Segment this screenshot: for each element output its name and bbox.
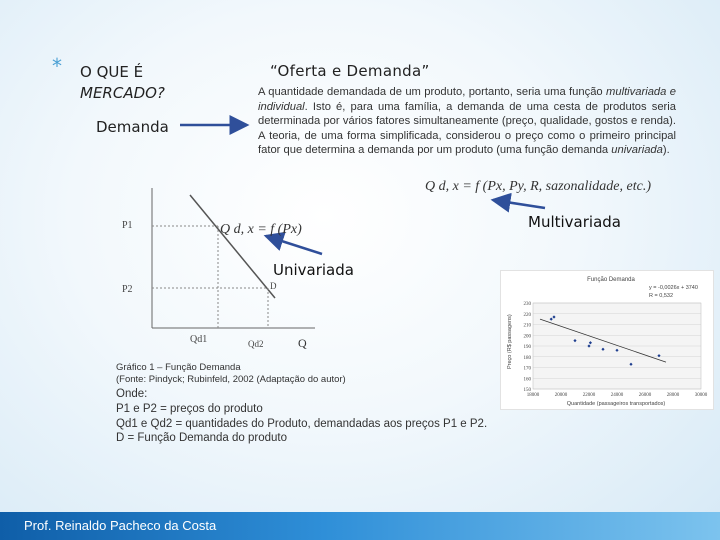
scatter-ytick: 220: [523, 312, 531, 318]
scatter-ytick: 160: [523, 377, 531, 383]
para-italic-univariada: univariada: [611, 144, 663, 157]
label-univariada: Univariada: [273, 261, 354, 279]
scatter-ytick: 150: [523, 388, 531, 393]
scatter-ytick: 190: [523, 345, 531, 350]
demand-curve: [190, 195, 275, 298]
graph-caption: [116, 362, 346, 385]
arrow-multivariada: [493, 200, 545, 208]
para-part1: A quantidade demandada de um produto, portanto, seria uma função: [258, 86, 607, 98]
caption-line2: (Fonte: Pindyck; Rubinfeld, 2002 (Adaptação do autor): [116, 373, 346, 385]
onde-line4: D = Função Demanda do produto: [116, 432, 288, 445]
question-line2: MERCADO?: [80, 84, 165, 102]
scatter-xtick: 24000: [610, 393, 624, 398]
scatter-ytick: 200: [523, 334, 531, 340]
scatter-title: Função Demanda: [587, 277, 635, 283]
scatter-xtick: 26000: [638, 393, 652, 398]
label-p2: P2: [122, 284, 133, 295]
scatter-xtick: 22000: [582, 393, 596, 398]
bullet-star: *: [52, 54, 62, 78]
scatter-xlabel: Quantidade (passageiros transportados): [566, 401, 666, 407]
onde-line1: Onde:: [116, 388, 148, 400]
scatter-xtick: 18000: [526, 393, 540, 398]
label-qd2: Qd2: [248, 339, 264, 349]
description-paragraph: [258, 85, 676, 158]
label-q: Q: [298, 336, 307, 350]
onde-line2: P1 e P2 = preços do produto: [116, 402, 263, 415]
scatter-ylabel: Preço (R$ passagens): [507, 314, 513, 369]
formula-multivariada: Q d, x = f (Px, Py, R, sazonalidade, etc.): [425, 179, 652, 194]
question-line1: O QUE É: [80, 63, 144, 81]
para-part3: . Isto é, para uma família, a demanda de uma cesta de produtos seria determinada por vários fatores simultaneamente (preço, qualidade, gostos e renda). A teoria, de uma forma simplificada, considerou o preço como o primeiro principal fator que determina a demanda por um produto (uma função demanda: [258, 100, 676, 157]
scatter-plot-area: [524, 302, 708, 398]
para-italic-multivariada: multivariada e individual: [258, 86, 676, 113]
scatter-ytick: 180: [523, 355, 531, 361]
scatter-xtick: 28000: [666, 393, 680, 398]
scatter-eq2: R = 0,532: [649, 293, 674, 299]
demand-label: Demanda: [96, 118, 169, 136]
scatter-ytick: 230: [523, 302, 531, 307]
scatter-chart-image: [500, 270, 714, 410]
onde-line3: Qd1 e Qd2 = quantidades do Produto, demandadas aos preços P1 e P2.: [116, 417, 488, 430]
slide-title: “Oferta e Demanda”: [270, 62, 430, 80]
label-multivariada: Multivariada: [528, 213, 621, 231]
scatter-xtick: 30000: [694, 393, 708, 398]
caption-line1: Gráfico 1 – Função Demanda: [116, 362, 241, 373]
scatter-ytick: 170: [523, 366, 531, 372]
para-part5: ).: [662, 144, 670, 157]
graph-formula: Q d, x = f (Px): [220, 222, 302, 237]
definitions: [116, 387, 487, 446]
scatter-xtick: 20000: [554, 393, 568, 398]
scatter-svg: [501, 271, 713, 409]
label-d: D: [270, 281, 277, 291]
footer-author: Prof. Reinaldo Pacheco da Costa: [24, 518, 217, 533]
scatter-ytick: 210: [523, 323, 531, 329]
scatter-eq1: y = -0,0026x + 3740: [649, 285, 698, 291]
footer-bar: [0, 512, 720, 540]
label-qd1: Qd1: [190, 334, 208, 345]
label-p1: P1: [122, 220, 133, 231]
